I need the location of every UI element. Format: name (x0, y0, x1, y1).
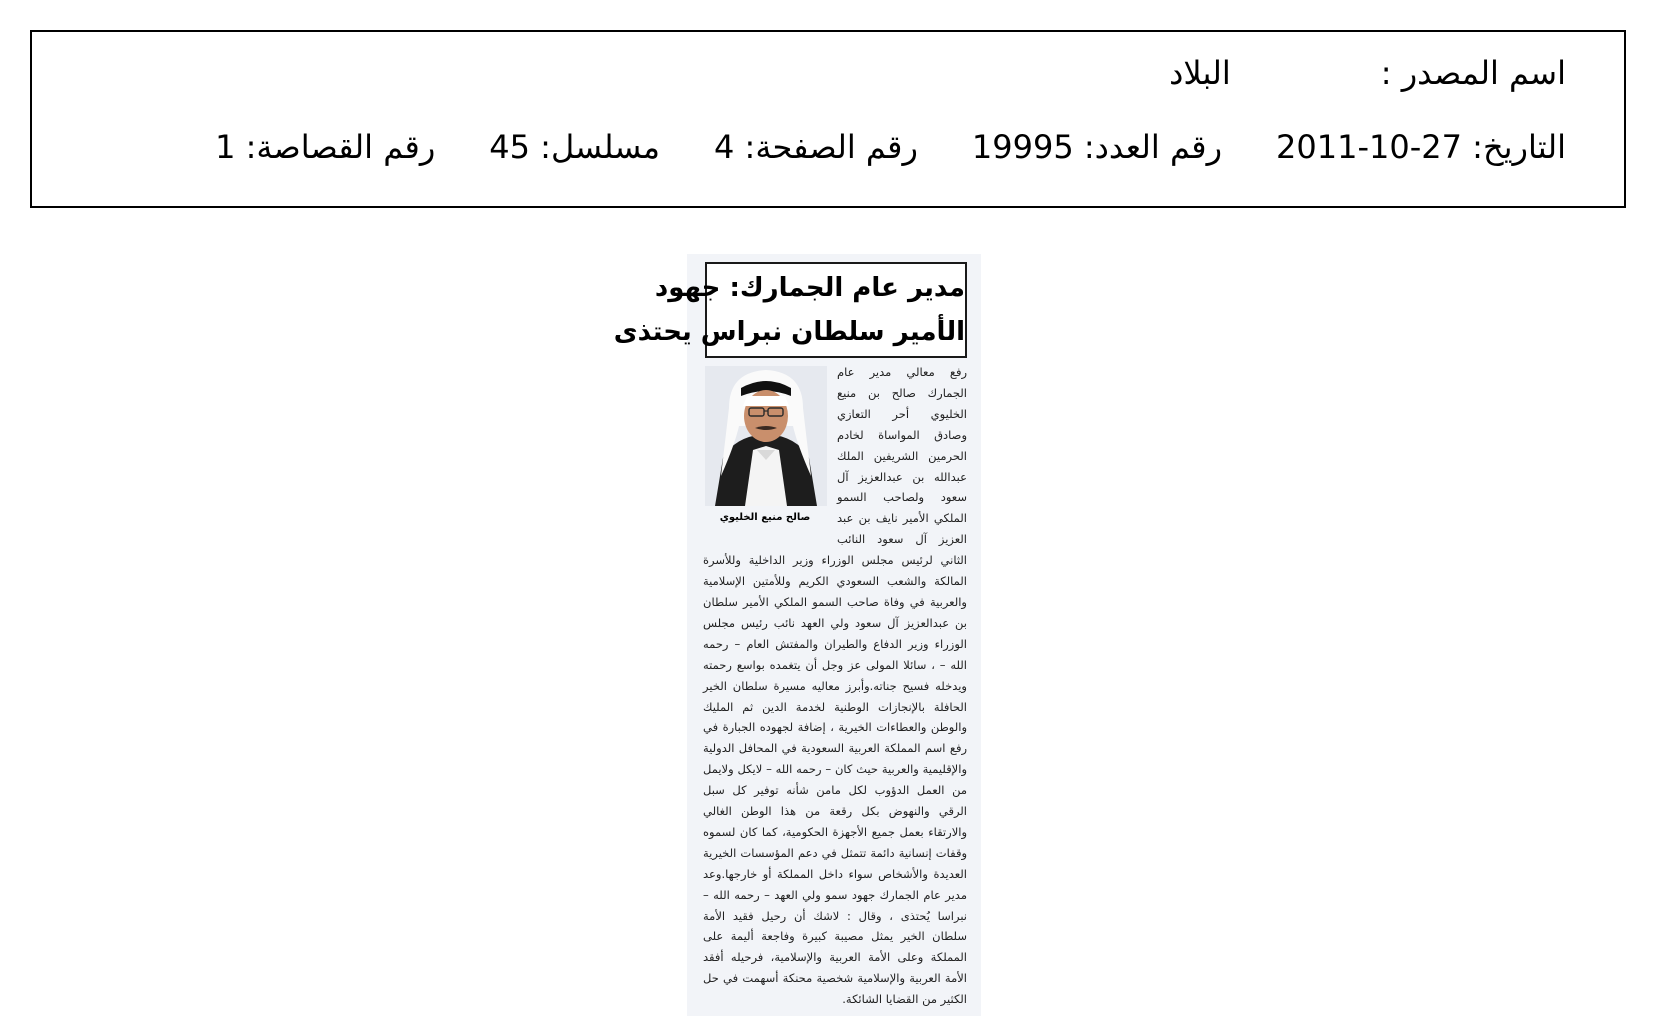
source-info-box (30, 30, 1626, 208)
serial-field: مسلسل: 45 (489, 128, 660, 166)
newspaper-clipping (613, 254, 981, 1016)
photo-caption: صالح منيع الخليوي (719, 512, 811, 523)
photo-spacer (703, 362, 837, 540)
article-body-container (703, 362, 967, 1010)
source-row (1169, 54, 1566, 92)
article-headline (613, 262, 967, 358)
headline-line-2: الأمير سلطان نبراس يحتذى (613, 317, 965, 347)
clip-number-field: رقم القصاصة: 1 (215, 128, 436, 166)
article-body: رفع معالي مدير عام الجمارك صالح بن منيع الخليوي أحر التعازي وصادق المواساة لخادم الحرمين الشريفين الملك عبدالله بن عبدالعزيز آل سعود ولصاحب السمو الملكي الأمير نايف بن عبد العزيز آل سعود النائب الثاني لرئيس مجلس الوزراء وزير الداخلية وللأسرة المالكة والشعب السعودي الكريم وللأمتين الإسلامية والعربية في وفاة صاحب السمو الملكي الأمير سلطان بن عبدالعزيز آل سعود ولي العهد نائب رئيس مجلس الوزراء وزير الدفاع والطيران والمفتش العام – رحمه الله – ، سائلا المولى عز وجل أن يتغمده بواسع رحمته ويدخله فسيح جناته.وأبرز معاليه مسيرة سلطان الخير الحافلة بالإنجازات الوطنية لخدمة الدين ثم المليك والوطن والعطاءات الخيرية ، إضافة لجهوده الجبارة في رفع اسم المملكة العربية السعودية في المحافل الدولية والإقليمية والعربية حيث كان – رحمه الله – لايكل ولايمل من العمل الدؤوب لكل مامن شأنه توفير كل سبل الرقي والنهوض بكل رقعة من هذا الوطن الغالي والارتقاء بعمل جميع الأجهزة الحكومية، كما كان لسموه وقفات إنسانية دائمة تتمثل في دعم المؤسسات الخيرية العديدة والأشخاص سواء داخل المملكة أو خارجها.وعد مدير عام الجمارك جهود سمو ولي العهد – رحمه الله – نبراسا يُحتذى ، وقال : لاشك أن رحيل فقيد الأمة سلطان الخير يمثل مصيبة كبيرة وفاجعة أليمة على المملكة وعلى الأمة العربية والإسلامية، فرحيله أفقد الأمة العربية والإسلامية شخصية محنكة أسهمت في حل الكثير من القضايا الشائكة. (703, 365, 967, 1007)
headline-line-1: مدير عام الجمارك: جهود (654, 273, 965, 303)
details-row (215, 128, 1566, 166)
page-number-field: رقم الصفحة: 4 (714, 128, 918, 166)
date-field: التاريخ: 27-10-2011 (1276, 128, 1566, 166)
issue-number-field: رقم العدد: 19995 (971, 128, 1223, 166)
source-value: البلاد (1169, 54, 1231, 92)
source-label: اسم المصدر : (1380, 54, 1566, 92)
